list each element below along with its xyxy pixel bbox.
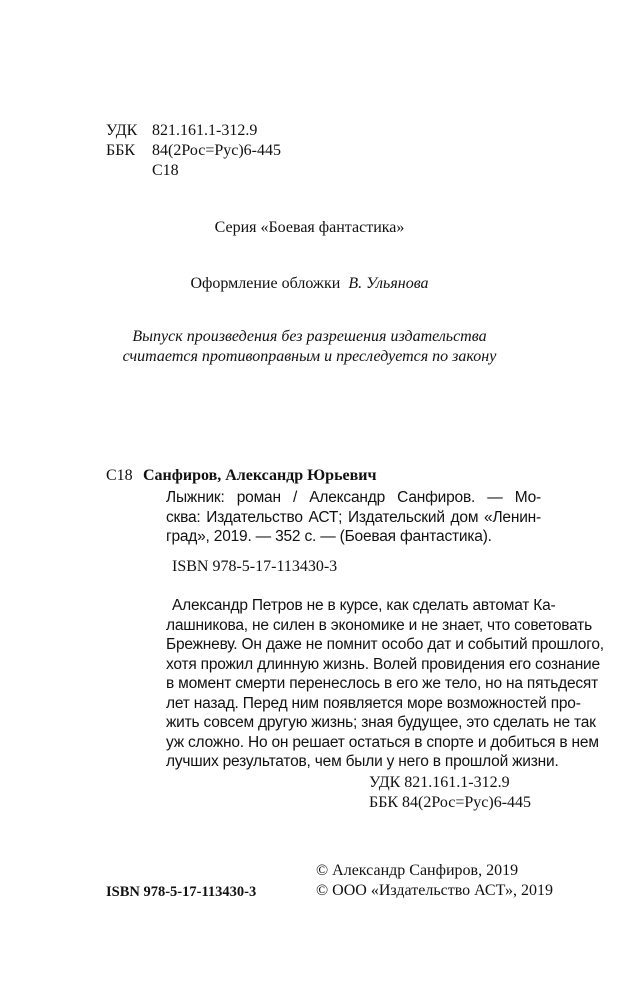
bbk-value: 84(2Рос=Рус)6-445 — [152, 142, 282, 159]
bottom-codes — [369, 773, 531, 813]
cover-artist: В. Ульянова — [348, 275, 429, 292]
udk-label: УДК — [106, 122, 138, 139]
catalog-isbn: ISBN 978-5-17-113430-3 — [172, 558, 338, 575]
bbk-label: ББК — [106, 142, 136, 159]
catalog-description — [166, 488, 541, 547]
annotation-line: хотя прожил длинную жизнь. Волей провидения его сознание — [166, 655, 600, 673]
description-line: сква: Издательство АСТ; Издательский дом «Ленин- — [166, 508, 541, 526]
annotation-line: Александр Петров не в курсе, как сделать автомат Ка- — [172, 597, 556, 614]
bottom-bbk: ББК 84(2Рос=Рус)6-445 — [369, 794, 532, 811]
cover-credit — [0, 274, 619, 294]
annotation-line: в момент смерти перенеслось в его же тело, но на пятьдесят — [166, 675, 599, 692]
copyright-warning — [0, 327, 619, 367]
catalog-author: Санфиров, Александр Юрьевич — [143, 467, 377, 484]
footer-isbn: ISBN 978-5-17-113430-3 — [106, 884, 257, 900]
udk-line — [106, 121, 281, 141]
annotation-line: жить совсем другую жизнь; зная будущее, это сделать не так — [166, 714, 596, 731]
udk-value: 821.161.1-312.9 — [152, 122, 258, 139]
annotation-line: лашникова, не силен в экономике и не знает, что советовать — [166, 616, 592, 634]
copyright-block — [316, 861, 553, 901]
warning-line: считается противоправным и преследуется по закону — [122, 348, 497, 365]
annotation-line: лет назад. Перед ним появляется море возможностей про- — [166, 694, 581, 712]
annotation-line: Брежневу. Он даже не помнит особо дат и событий прошлого, — [166, 636, 604, 653]
classification-block — [106, 121, 281, 181]
copyright-author: © Александр Санфиров, 2019 — [316, 862, 519, 879]
author-mark: С18 — [152, 162, 179, 179]
cover-label: Оформление обложки — [190, 275, 341, 292]
annotation — [166, 596, 604, 772]
description-line: Лыжник: роман / Александр Санфиров. — Мо- — [166, 489, 541, 506]
copyright-publisher: © ООО «Издательство АСТ», 2019 — [316, 882, 553, 899]
warning-line: Выпуск произведения без разрешения издательства — [132, 328, 487, 345]
series-line: Серия «Боевая фантастика» — [214, 219, 405, 236]
catalog-code: С18 — [106, 467, 133, 484]
annotation-line: уж сложно. Но он решает остаться в спорте и добиться в нем — [166, 733, 599, 751]
annotation-line: лучших результатов, чем были у него в прошлой жизни. — [166, 753, 559, 770]
bottom-udk: УДК 821.161.1-312.9 — [369, 774, 510, 791]
author-mark-line — [106, 161, 281, 181]
description-line: град», 2019. — 352 с. — (Боевая фантастика). — [166, 528, 492, 545]
bbk-line — [106, 141, 281, 161]
